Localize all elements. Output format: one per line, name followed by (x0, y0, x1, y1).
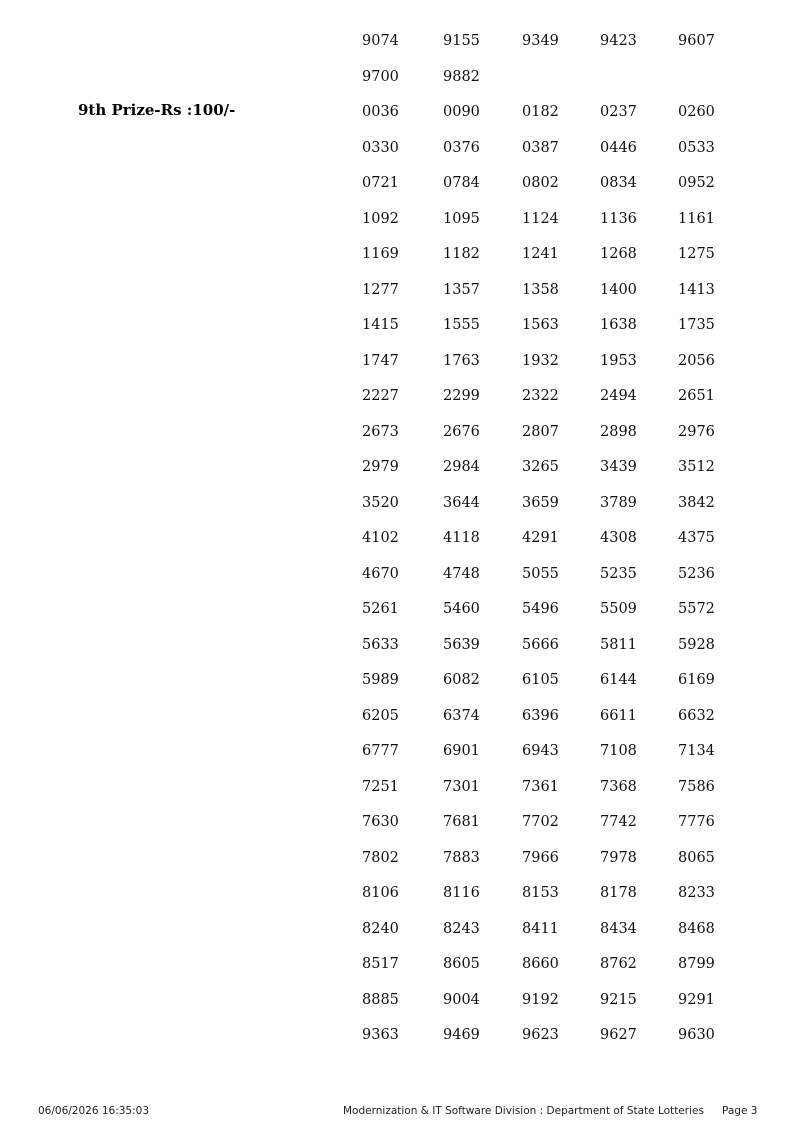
winning-number: 5989 (362, 672, 399, 688)
winning-number: 0330 (362, 139, 399, 156)
winning-number: 1735 (678, 317, 715, 333)
winning-number: 5235 (600, 565, 637, 582)
winning-number: 9215 (600, 991, 637, 1008)
winning-number: 8240 (362, 920, 399, 937)
winning-number: 8605 (443, 956, 480, 972)
winning-number: 1555 (443, 317, 480, 333)
number-row (0, 278, 800, 302)
winning-number: 2299 (443, 388, 480, 404)
winning-number: 5509 (600, 601, 637, 617)
footer-datetime: 06/06/2026 16:35:03 (38, 1105, 150, 1117)
winning-number: 8434 (600, 920, 637, 937)
winning-number: 5496 (522, 601, 559, 617)
winning-number: 0237 (600, 104, 637, 120)
number-row (0, 207, 800, 231)
winning-number: 2651 (678, 388, 715, 404)
number-row (0, 597, 800, 621)
winning-number: 4102 (362, 530, 399, 546)
winning-number: 0721 (362, 175, 399, 191)
winning-number: 8517 (362, 956, 399, 972)
winning-number: 0802 (522, 175, 559, 191)
winning-number: 0036 (362, 104, 399, 120)
winning-number: 7742 (600, 814, 637, 830)
winning-number: 8411 (522, 920, 559, 937)
winning-number: 0387 (522, 139, 559, 156)
winning-number: 7361 (522, 778, 559, 795)
number-row (0, 952, 800, 976)
winning-number: 7134 (678, 743, 715, 759)
winning-number: 8116 (443, 885, 480, 901)
winning-number: 9363 (362, 1027, 399, 1043)
number-row (0, 384, 800, 408)
winning-number: 2807 (522, 423, 559, 440)
winning-number: 7966 (522, 849, 559, 866)
winning-number: 1563 (522, 317, 559, 333)
winning-number: 1136 (600, 210, 637, 227)
winning-number: 9074 (362, 33, 399, 49)
winning-number: 1638 (600, 317, 637, 333)
winning-number: 9423 (600, 33, 637, 49)
winning-number: 2322 (522, 388, 559, 404)
number-row (0, 420, 800, 444)
winning-number: 1932 (522, 352, 559, 369)
winning-number: 9627 (600, 1027, 637, 1043)
winning-number: 4308 (600, 530, 637, 546)
winning-number: 4118 (443, 530, 480, 546)
winning-number: 8799 (678, 956, 715, 972)
winning-number: 9607 (678, 33, 715, 49)
winning-number: 6396 (522, 707, 559, 724)
winning-number: 6105 (522, 672, 559, 688)
winning-number: 6374 (443, 707, 480, 724)
winning-number: 9291 (678, 991, 715, 1008)
winning-number: 8153 (522, 885, 559, 901)
number-row (0, 917, 800, 941)
winning-number: 6169 (678, 672, 715, 688)
winning-number: 6611 (600, 707, 637, 724)
winning-number: 1182 (443, 246, 480, 262)
number-row (0, 136, 800, 160)
winning-number: 1124 (522, 210, 559, 227)
winning-number: 5633 (362, 636, 399, 653)
number-row (0, 668, 800, 692)
winning-number: 0260 (678, 104, 715, 120)
number-row (0, 29, 800, 53)
winning-number: 2898 (600, 423, 637, 440)
winning-number: 3439 (600, 459, 637, 475)
winning-number: 3644 (443, 494, 480, 511)
winning-number: 5460 (443, 601, 480, 617)
number-row (0, 739, 800, 763)
winning-number: 1095 (443, 210, 480, 227)
winning-number: 5055 (522, 565, 559, 582)
winning-number: 2979 (362, 459, 399, 475)
winning-number: 6777 (362, 743, 399, 759)
number-row (0, 881, 800, 905)
winning-number: 3512 (678, 459, 715, 475)
prize-label: 9th Prize-Rs :100/- (78, 101, 236, 119)
winning-number: 8660 (522, 956, 559, 972)
winning-number: 2984 (443, 459, 480, 475)
winning-number: 8468 (678, 920, 715, 937)
winning-number: 1092 (362, 210, 399, 227)
winning-number: 7301 (443, 778, 480, 795)
winning-number: 9623 (522, 1027, 559, 1043)
winning-number: 7368 (600, 778, 637, 795)
winning-number: 5639 (443, 636, 480, 653)
winning-number: 0952 (678, 175, 715, 191)
number-row (0, 810, 800, 834)
winning-number: 7630 (362, 814, 399, 830)
winning-number: 1953 (600, 352, 637, 369)
winning-number: 8762 (600, 956, 637, 972)
winning-number: 1357 (443, 281, 480, 298)
winning-number: 3789 (600, 494, 637, 511)
winning-number: 9155 (443, 33, 480, 49)
winning-number: 3520 (362, 494, 399, 511)
winning-number: 1241 (522, 246, 559, 262)
number-row (0, 704, 800, 728)
winning-number: 6632 (678, 707, 715, 724)
winning-number: 7883 (443, 849, 480, 866)
winning-number: 7681 (443, 814, 480, 830)
winning-number: 1747 (362, 352, 399, 369)
winning-number: 1413 (678, 281, 715, 298)
footer-division: Modernization & IT Software Division : Department of State Lotteries (343, 1105, 704, 1117)
number-row (0, 491, 800, 515)
number-row (0, 455, 800, 479)
winning-number: 2227 (362, 388, 399, 404)
number-row (0, 846, 800, 870)
winning-number: 7251 (362, 778, 399, 795)
winning-number: 1763 (443, 352, 480, 369)
winning-number: 1169 (362, 246, 399, 262)
winning-number: 4291 (522, 530, 559, 546)
winning-number: 9004 (443, 991, 480, 1008)
number-row (0, 775, 800, 799)
winning-number: 5928 (678, 636, 715, 653)
winning-number: 2494 (600, 388, 637, 404)
winning-number: 6082 (443, 672, 480, 688)
winning-number: 0784 (443, 175, 480, 191)
winning-number: 2676 (443, 423, 480, 440)
winning-number: 6144 (600, 672, 637, 688)
winning-number: 0090 (443, 104, 480, 120)
number-row (0, 100, 800, 124)
number-row (0, 349, 800, 373)
number-row (0, 242, 800, 266)
winning-number: 1161 (678, 210, 715, 227)
winning-number: 1277 (362, 281, 399, 298)
winning-number: 8885 (362, 991, 399, 1008)
winning-number: 5811 (600, 636, 637, 653)
footer-page-number: Page 3 (722, 1105, 758, 1117)
winning-number: 3659 (522, 494, 559, 511)
winning-number: 4748 (443, 565, 480, 582)
winning-number: 5666 (522, 636, 559, 653)
winning-number: 3265 (522, 459, 559, 475)
number-row (0, 1023, 800, 1047)
winning-number: 0834 (600, 175, 637, 191)
winning-number: 0182 (522, 104, 559, 120)
winning-number: 2976 (678, 423, 715, 440)
winning-number: 3842 (678, 494, 715, 511)
winning-number: 5572 (678, 601, 715, 617)
number-row (0, 526, 800, 550)
number-row (0, 633, 800, 657)
winning-number: 7702 (522, 814, 559, 830)
winning-number: 2056 (678, 352, 715, 369)
winning-number: 5261 (362, 601, 399, 617)
winning-number: 8243 (443, 920, 480, 937)
number-row (0, 313, 800, 337)
winning-number: 5236 (678, 565, 715, 582)
winning-number: 0376 (443, 139, 480, 156)
winning-number: 0446 (600, 139, 637, 156)
winning-number: 1268 (600, 246, 637, 262)
winning-number: 7586 (678, 778, 715, 795)
winning-number: 1400 (600, 281, 637, 298)
winning-number: 9192 (522, 991, 559, 1008)
winning-number: 7978 (600, 849, 637, 866)
winning-number: 6205 (362, 707, 399, 724)
winning-number: 6901 (443, 743, 480, 759)
winning-number: 9700 (362, 68, 399, 85)
winning-number: 8233 (678, 885, 715, 901)
number-row (0, 65, 800, 89)
winning-number: 1415 (362, 317, 399, 333)
winning-number: 1275 (678, 246, 715, 262)
winning-number: 7776 (678, 814, 715, 830)
winning-number: 4670 (362, 565, 399, 582)
winning-number: 9882 (443, 68, 480, 85)
number-row (0, 562, 800, 586)
winning-number: 2673 (362, 423, 399, 440)
winning-number: 4375 (678, 530, 715, 546)
winning-number: 7802 (362, 849, 399, 866)
winning-number: 8065 (678, 849, 715, 866)
number-row (0, 988, 800, 1012)
number-row (0, 171, 800, 195)
winning-number: 0533 (678, 139, 715, 156)
winning-number: 9630 (678, 1027, 715, 1043)
winning-number: 8106 (362, 885, 399, 901)
winning-number: 1358 (522, 281, 559, 298)
winning-number: 9349 (522, 33, 559, 49)
winning-number: 9469 (443, 1027, 480, 1043)
winning-number: 8178 (600, 885, 637, 901)
winning-number: 6943 (522, 743, 559, 759)
winning-number: 7108 (600, 743, 637, 759)
